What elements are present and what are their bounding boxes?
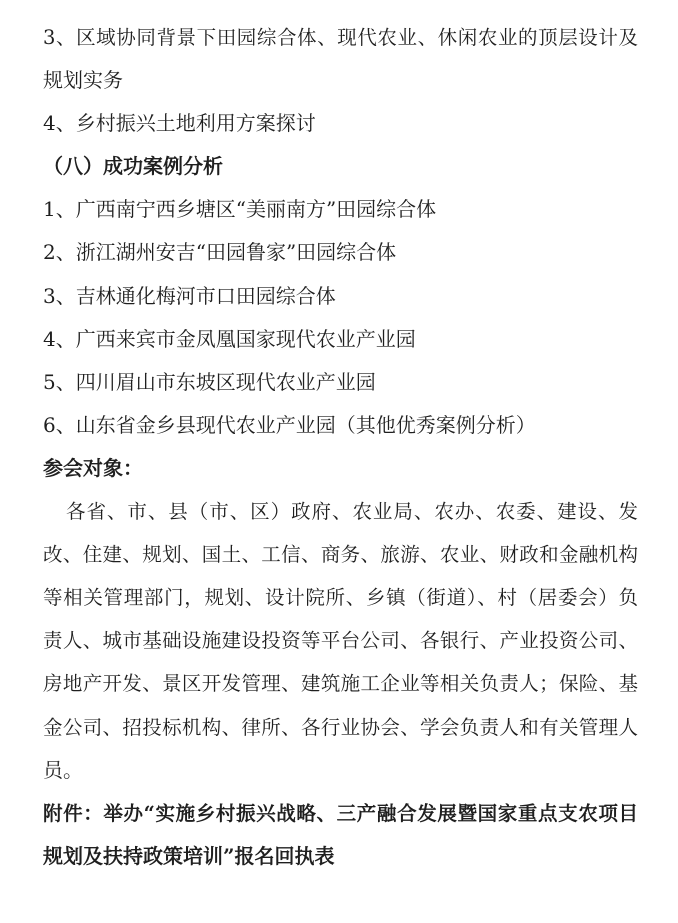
participants-paragraph-line-5: 房地产开发、景区开发管理、建筑施工企业等相关负责人；保险、基	[43, 672, 638, 696]
section-heading-case-analysis: （八）成功案例分析	[43, 154, 223, 179]
participants-paragraph-line-1: 各省、市、县（市、区）政府、农业局、农办、农委、建设、发	[66, 500, 638, 524]
case-item-1: 1、广西南宁西乡塘区“美丽南方”田园综合体	[43, 197, 437, 222]
agenda-item-3-line-2: 规划实务	[43, 68, 123, 93]
participants-paragraph-line-2: 改、住建、规划、国土、工信、商务、旅游、农业、财政和金融机构	[43, 543, 638, 567]
participants-paragraph-line-4: 责人、城市基础设施建设投资等平台公司、各银行、产业投资公司、	[43, 629, 638, 653]
participants-heading: 参会对象：	[43, 455, 143, 480]
case-item-3: 3、吉林通化梅河市口田园综合体	[43, 283, 336, 308]
case-item-5: 5、四川眉山市东坡区现代农业产业园	[43, 369, 376, 394]
case-item-6: 6、山东省金乡县现代农业产业园（其他优秀案例分析）	[43, 412, 536, 437]
attachment-line-1: 附件：举办“实施乡村振兴战略、三产融合发展暨国家重点支农项目	[43, 801, 638, 825]
participants-paragraph-line-3: 等相关管理部门，规划、设计院所、乡镇（街道）、村（居委会）负	[43, 586, 638, 610]
participants-paragraph-line-6: 金公司、招投标机构、律所、各行业协会、学会负责人和有关管理人	[43, 715, 638, 739]
attachment-line-2: 规划及扶持政策培训”报名回执表	[43, 843, 335, 868]
case-item-4: 4、广西来宾市金凤凰国家现代农业产业园	[43, 326, 416, 351]
participants-paragraph-line-7: 员。	[43, 757, 83, 782]
agenda-item-4: 4、乡村振兴土地利用方案探讨	[43, 111, 316, 136]
case-item-2: 2、浙江湖州安吉“田园鲁家”田园综合体	[43, 240, 397, 265]
agenda-item-3-line-1: 3、区域协同背景下田园综合体、现代农业、休闲农业的顶层设计及	[43, 26, 638, 49]
